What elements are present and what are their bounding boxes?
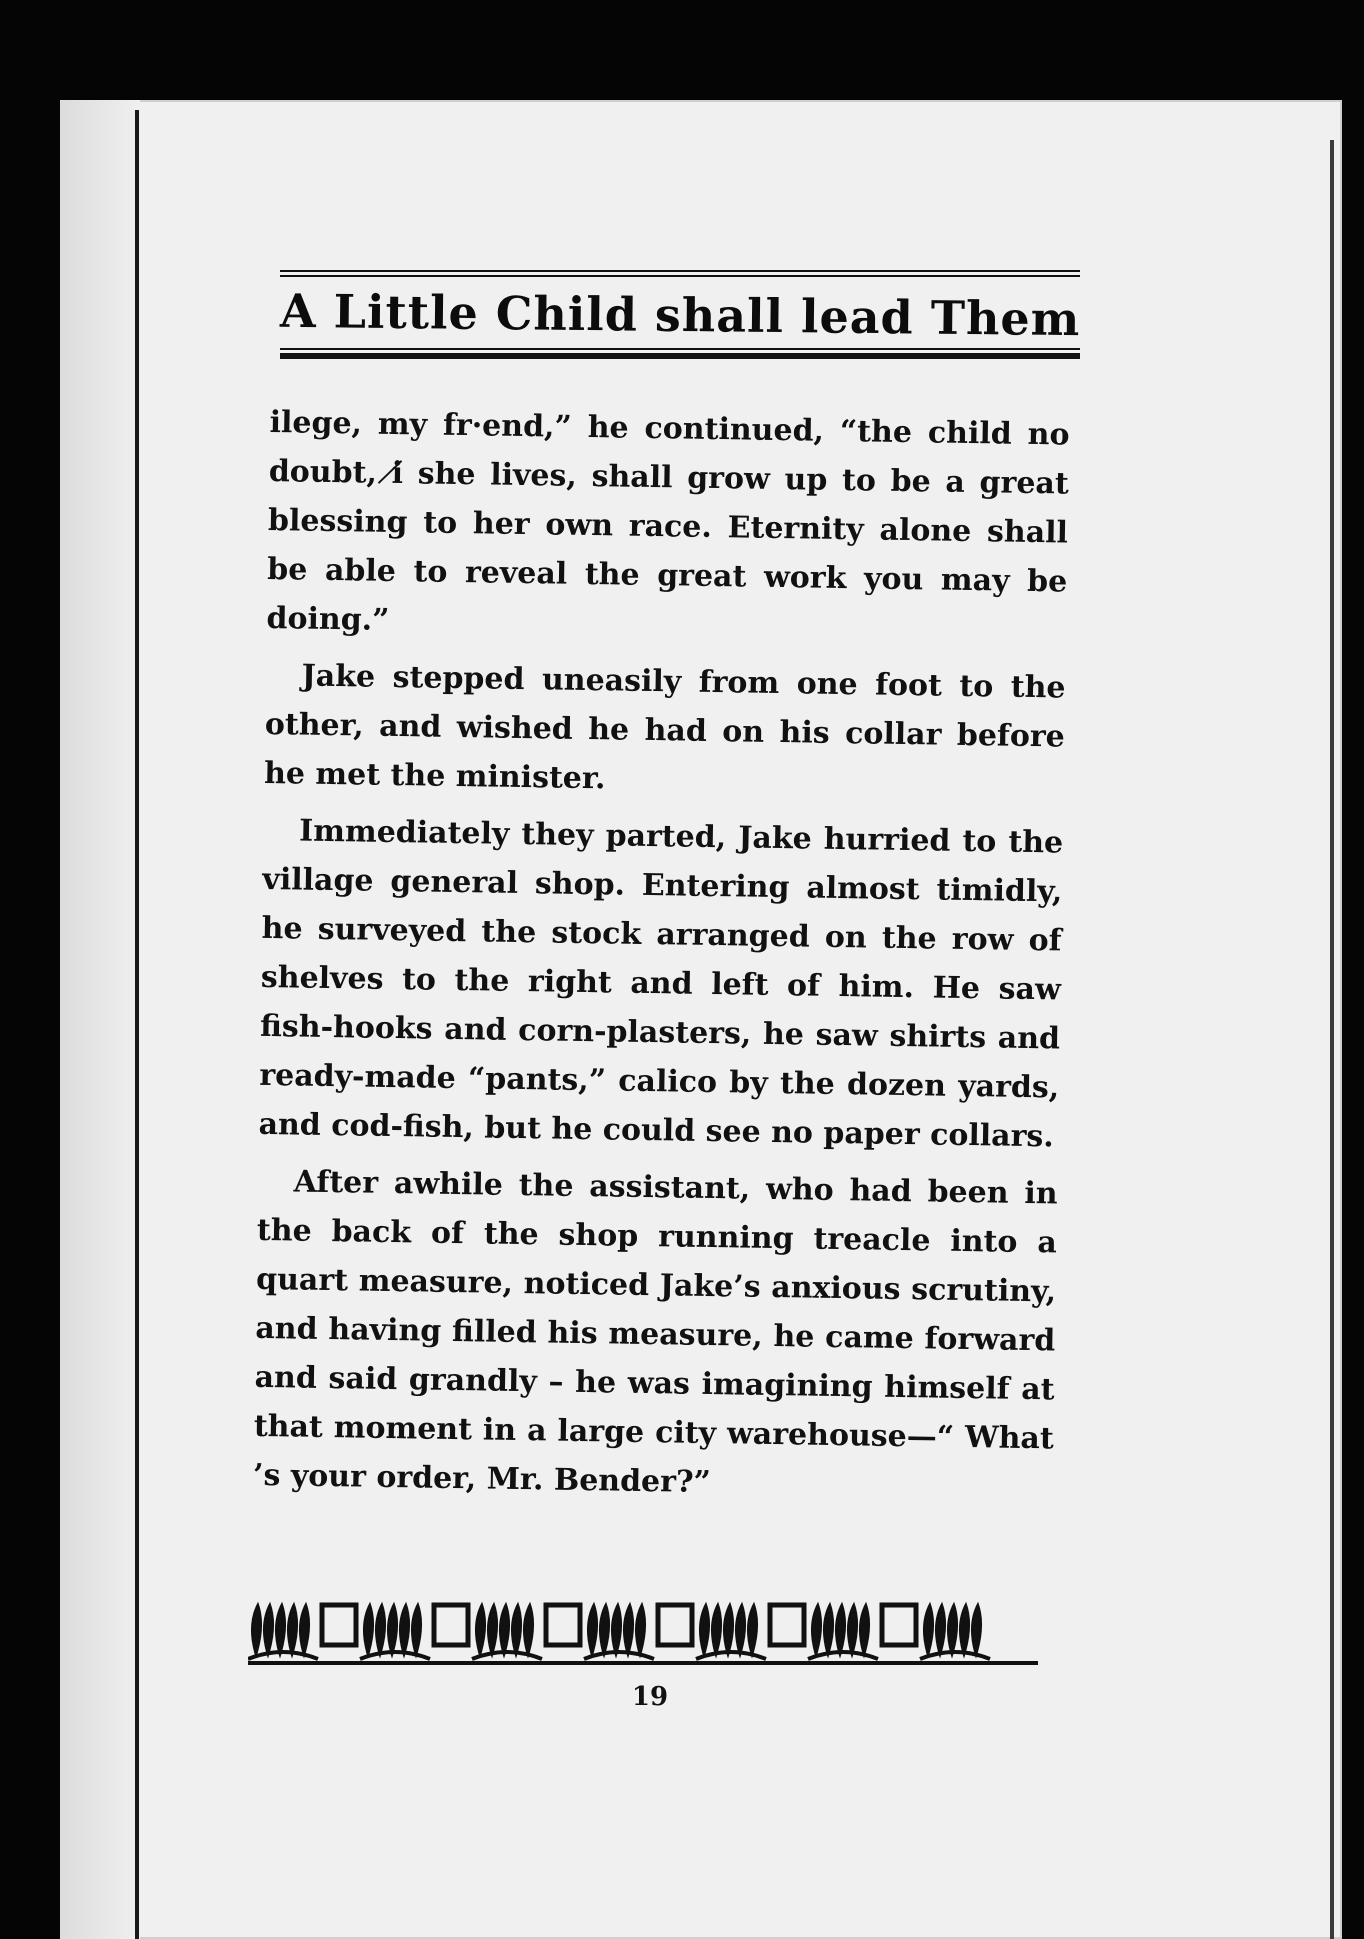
ornament-box bbox=[546, 1605, 580, 1645]
ornament-box bbox=[770, 1605, 804, 1645]
body-text bbox=[253, 398, 1070, 1520]
page-edge bbox=[1330, 140, 1334, 1939]
ornament-box bbox=[434, 1605, 468, 1645]
ornament-baseline bbox=[248, 1661, 1038, 1665]
header-rule-bottom-thick bbox=[280, 353, 1080, 359]
ornament-leaf bbox=[920, 1603, 990, 1659]
page-number: 19 bbox=[631, 1682, 669, 1712]
page-gutter bbox=[60, 100, 140, 1939]
ornament-leaf bbox=[584, 1603, 654, 1659]
paragraph: ilege, my fr·end,” he continued, “the child no doubt, i̸ she lives, shall grow up to be a great blessing to her own race. Eternity alone shall be able to reveal the great work you may be doing.” bbox=[266, 404, 1070, 638]
header-rule-top-thin bbox=[280, 270, 1080, 272]
ornament-leaf bbox=[472, 1603, 542, 1659]
ornament-box bbox=[658, 1605, 692, 1645]
running-header bbox=[280, 270, 1080, 359]
running-title: A Little Child shall lead Them bbox=[279, 283, 1081, 347]
ornament-leaf bbox=[248, 1603, 318, 1659]
ornament-pattern bbox=[248, 1603, 1038, 1665]
ornament-leaf bbox=[808, 1603, 878, 1659]
spine-edge bbox=[135, 110, 139, 1939]
decorative-ornament-band bbox=[248, 1595, 1038, 1667]
paragraph: Jake stepped uneasily from one foot to the other, and wished he had on his collar before he met the minister. bbox=[263, 658, 1066, 797]
ornament-box bbox=[322, 1605, 356, 1645]
ornament-leaf bbox=[360, 1603, 430, 1659]
paragraph: Immediately they parted, Jake hurried to the village general shop. Entering almost timidly, he surveyed the stock arranged on the row of shelves to the right and left of him. He saw fish-hooks and corn-plasters, he saw shirts and ready-made “pants,” calico by the dozen yards, and cod-fish, but he could see no paper collars. bbox=[258, 813, 1064, 1155]
ornament-box bbox=[882, 1605, 916, 1645]
ornament-leaf bbox=[696, 1603, 766, 1659]
paragraph: After awhile the assistant, who had been in the back of the shop running treacle into a quart measure, noticed Jake’s anxious scrutiny, and having filled his measure, he came forward and said grandly – he was imagining himself at that moment in a large city warehouse—“ What ’s your order, Mr. Bender?” bbox=[252, 1164, 1058, 1501]
